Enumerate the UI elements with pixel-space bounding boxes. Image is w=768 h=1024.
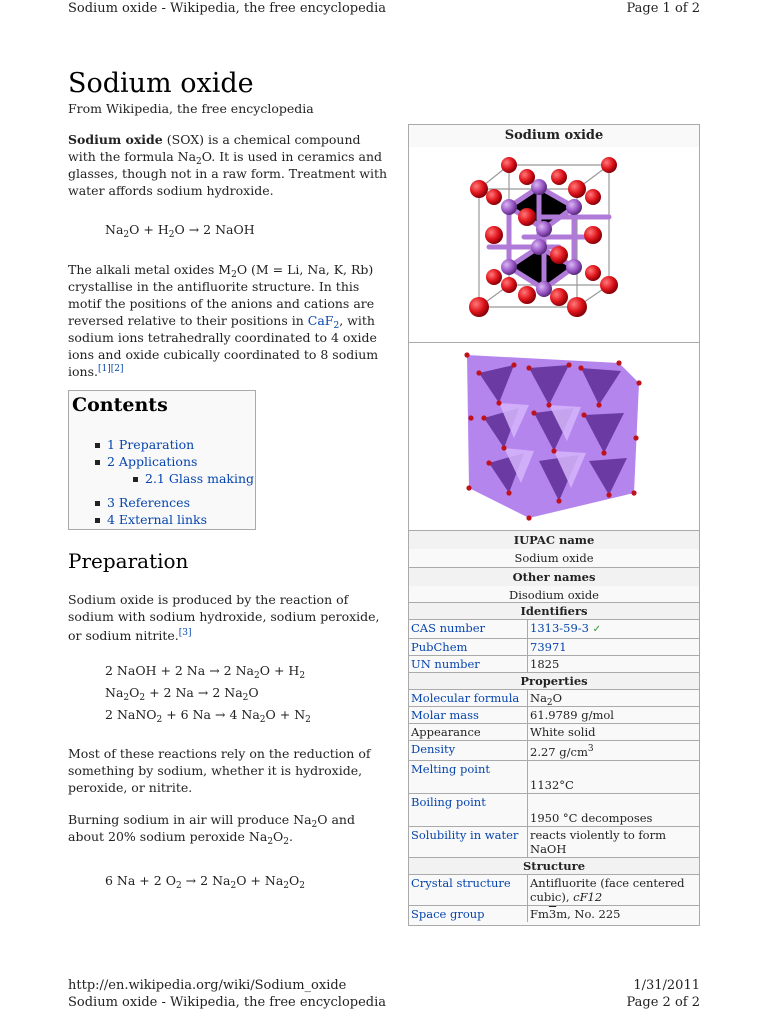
print-header-page: Page 1 of 2 — [626, 1, 700, 16]
toc-item-external-links[interactable]: 4 External links — [93, 511, 254, 528]
equation-naoh-na: 2 NaOH + 2 Na → 2 $Na_2O + H_2$ — [105, 663, 306, 681]
preparation-paragraph: Sodium oxide is produced by the reaction of sodium with sodium hydroxide, sodium peroxide, or sodium nitrite.[3] — [68, 592, 380, 644]
equation-na2o-water: $Na_2O + H_2O \to 2$ NaOH — [105, 222, 255, 240]
density-label[interactable]: Density — [411, 742, 456, 756]
reference-link-1[interactable]: [1] — [97, 364, 111, 374]
polyhedra-image[interactable] — [409, 342, 699, 531]
caf2-link[interactable]: CaF$_2$ — [307, 313, 340, 331]
un-number-label[interactable]: UN number — [411, 657, 480, 671]
crystal-structure-label[interactable]: Crystal structure — [411, 876, 511, 890]
intro-paragraph: Sodium oxide (SOX) is a chemical compound with the formula $Na_2O$. It is used in ceramics and glasses, though not in a raw form. Treatment with water affords sodium hydroxide. — [68, 132, 388, 198]
chembox-table — [409, 602, 699, 922]
appearance-value: White solid — [528, 724, 700, 741]
properties-header: Properties — [409, 673, 699, 690]
iupac-name-label: IUPAC name — [409, 530, 699, 549]
table-row — [409, 761, 699, 794]
polyhedra-svg — [409, 343, 699, 531]
table-row — [409, 707, 699, 724]
molecular-formula-value: $Na_2O$ — [528, 690, 700, 707]
appearance-label: Appearance — [409, 724, 528, 741]
table-row — [409, 656, 699, 673]
melting-point-label[interactable]: Melting point — [411, 762, 490, 776]
boiling-point-label[interactable]: Boiling point — [411, 795, 486, 809]
page-title: Sodium oxide — [68, 68, 254, 99]
reference-link-3[interactable]: [3] — [178, 628, 192, 638]
unit-cell-image[interactable] — [409, 147, 699, 342]
print-footer-title: Sodium oxide - Wikipedia, the free encyclopedia — [68, 995, 387, 1010]
crystal-structure-value: Antifluorite (face centered cubic), cF12 — [528, 875, 700, 906]
density-value: 2.27 $g/cm^3$ — [528, 741, 700, 761]
table-of-contents — [68, 390, 256, 530]
table-row — [409, 827, 699, 858]
toc-item-references[interactable]: 3 References — [93, 494, 254, 511]
toc-item-glass-making[interactable]: 2.1 Glass making — [131, 470, 254, 487]
pubchem-value[interactable]: 73971 — [530, 640, 567, 654]
solubility-value: reacts violently to form NaOH — [528, 827, 700, 858]
intro-bold: Sodium oxide — [68, 132, 163, 147]
identifiers-header: Identifiers — [409, 603, 699, 620]
table-row — [409, 875, 699, 906]
melting-point-value: 1132°C — [528, 761, 700, 794]
un-number-value: 1825 — [528, 656, 700, 673]
print-footer-url: http://en.wikipedia.org/wiki/Sodium_oxide — [68, 978, 347, 993]
unit-cell-svg — [409, 147, 699, 342]
toc-item-applications[interactable]: 2 Applications — [93, 453, 254, 470]
toc-heading: Contents — [72, 394, 168, 416]
page-tagline: From Wikipedia, the free encyclopedia — [68, 101, 314, 116]
table-row — [409, 741, 699, 761]
print-footer-page: Page 2 of 2 — [626, 995, 700, 1010]
other-names-value: Disodium oxide — [509, 588, 599, 602]
antifluorite-paragraph: The alkali metal oxides $M_2O$ (M = Li, Na, K, Rb) crystallise in the antifluorite structure. In this motif the positions of the anions and cations are reversed relative to their positions in CaF$_2$, with sodium ions tetrahedrally coordinated to 4 oxide ions and oxide cubically coordinated to 8 sodium ions.[1][2] — [68, 262, 379, 379]
table-row — [409, 794, 699, 827]
table-row — [409, 724, 699, 741]
pubchem-label[interactable]: PubChem — [411, 640, 468, 654]
equation-peroxide-na: $Na_2O_2 + 2$ Na → 2 $Na_2O$ — [105, 685, 259, 703]
boiling-point-value: 1950 °C decomposes — [528, 794, 700, 827]
chembox-title: Sodium oxide — [504, 128, 604, 143]
reduction-paragraph: Most of these reactions rely on the reduction of something by sodium, whether it is hydroxide, peroxide, or nitrite. — [68, 746, 371, 795]
print-header-title: Sodium oxide - Wikipedia, the free encyclopedia — [68, 1, 387, 16]
table-row — [409, 690, 699, 707]
structure-header: Structure — [409, 858, 699, 875]
reference-link-2[interactable]: [2] — [110, 364, 124, 374]
equation-nitrite-na: 2 NaNO$_2$ + 6 Na → 4 $Na_2O + N_2$ — [105, 707, 311, 725]
space-group-value: Fm3m, No. 225 — [528, 906, 700, 923]
print-footer-date: 1/31/2011 — [633, 978, 700, 993]
preparation-heading: Preparation — [68, 549, 189, 573]
space-group-label[interactable]: Space group — [411, 907, 485, 921]
burning-paragraph: Burning sodium in air will produce $Na_2O$ and about 20% sodium peroxide $Na_2O_2$. — [68, 812, 355, 847]
cas-number-value[interactable]: 1313-59-3 — [530, 621, 589, 635]
table-row — [409, 620, 699, 639]
cas-number-label[interactable]: CAS number — [411, 621, 486, 635]
molecular-formula-label[interactable]: Molecular formula — [411, 691, 520, 705]
equation-burning-sodium: 6 Na + 2 $O_2 \to 2$ $Na_2O + Na_2O_2$ — [105, 873, 305, 891]
other-names-label: Other names — [409, 567, 699, 586]
toc-item-preparation[interactable]: 1 Preparation — [93, 436, 254, 453]
check-icon: ✓ — [592, 624, 602, 635]
table-row — [409, 906, 699, 923]
solubility-label[interactable]: Solubility in water — [411, 828, 519, 842]
table-row — [409, 639, 699, 656]
molar-mass-label[interactable]: Molar mass — [411, 708, 479, 722]
molar-mass-value: 61.9789 g/mol — [528, 707, 700, 724]
chembox — [408, 124, 700, 926]
iupac-name-value: Sodium oxide — [514, 551, 594, 565]
intro-abbr: (SOX) — [166, 132, 204, 147]
